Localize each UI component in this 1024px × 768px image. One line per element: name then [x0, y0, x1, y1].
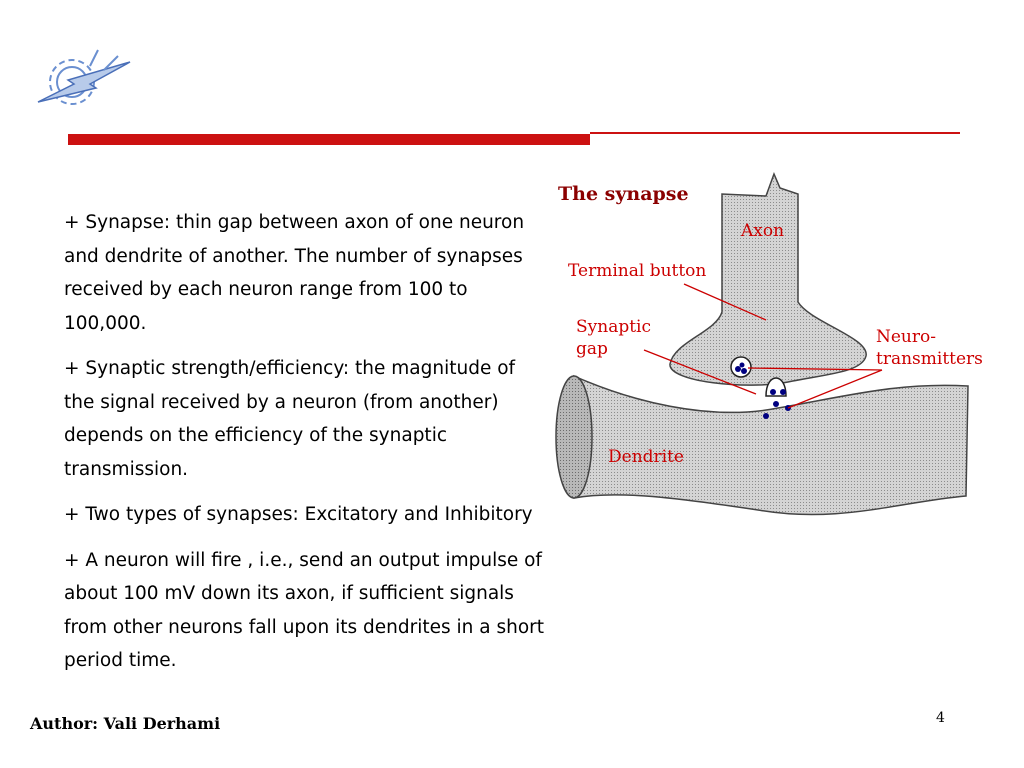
transmitter-dot — [780, 389, 786, 395]
header-rule-thin — [590, 132, 960, 134]
neurotransmitters-label: Neuro- — [876, 327, 936, 347]
bullet-paragraph: + A neuron will fire , i.e., send an output impulse of about 100 mV down its axon, if sufficient signals from other neurons fall upon its dendrites in a short period time. — [64, 549, 545, 671]
transmitter-dot — [740, 363, 745, 368]
gear-lightning-logo-icon — [34, 40, 134, 120]
bullet-paragraph: + Synapse: thin gap between axon of one neuron and dendrite of another. The number of synapses received by each neuron range from 100 to 100,000. — [64, 212, 525, 334]
transmitter-dot — [773, 401, 779, 407]
synaptic-gap-label: gap — [576, 339, 608, 359]
transmitter-dot — [763, 413, 769, 419]
slide-body — [64, 206, 544, 690]
transmitter-dot — [770, 389, 776, 395]
bullet-paragraph: + Two types of synapses: Excitatory and Inhibitory — [64, 504, 533, 525]
figure-title: The synapse — [558, 183, 689, 205]
page-number: 4 — [936, 710, 945, 726]
transmitter-dot — [741, 368, 747, 374]
neurotransmitters-label: transmitters — [876, 349, 983, 369]
header-rule-thick — [68, 134, 590, 145]
terminal-button-label: Terminal button — [568, 261, 707, 281]
dendrite-end-cap — [556, 376, 592, 498]
bullet-paragraph: + Synaptic strength/efficiency: the magnitude of the signal received by a neuron (from another) depends on the efficiency of the synaptic transmission. — [64, 358, 516, 480]
author-credit: Author: Vali Derhami — [30, 714, 221, 733]
transmitter-dot — [735, 366, 741, 372]
axon-label: Axon — [741, 221, 785, 241]
dendrite-shape — [574, 376, 968, 515]
synaptic-gap-label: Synaptic — [576, 317, 652, 337]
synapse-diagram — [548, 172, 988, 524]
dendrite-label: Dendrite — [608, 447, 684, 467]
